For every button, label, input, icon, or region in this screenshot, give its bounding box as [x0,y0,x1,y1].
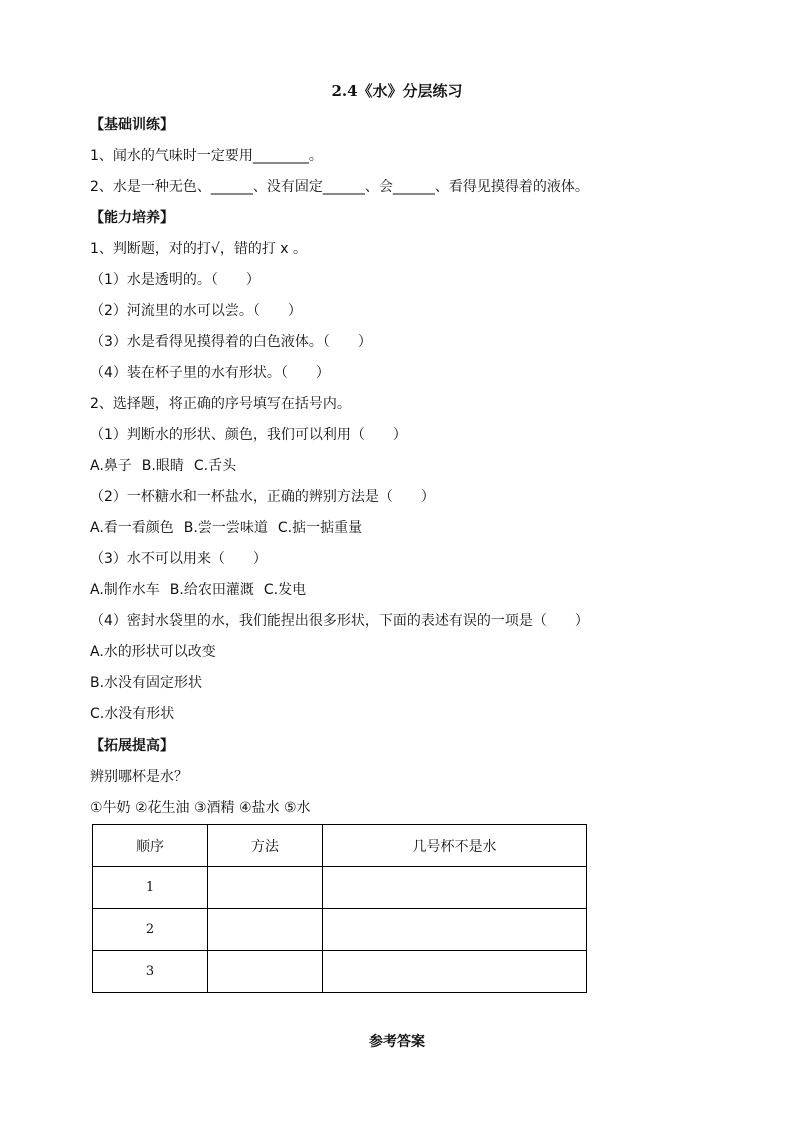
table-header-method: 方法 [208,825,323,867]
table-row-number: 2 [93,909,208,951]
table-cell-cup[interactable] [323,867,587,909]
basic-question-1: 1、闻水的气味时一定要用________。 [90,148,323,164]
choice-q2-stem: （2）一杯糖水和一杯盐水，正确的辨别方法是（ ） [90,489,435,505]
page-title: 2.4《水》分层练习 [331,82,463,100]
choice-q4-option-c: C.水没有形状 [90,706,175,722]
choice-q1-option-b: B.眼睛 [141,458,184,474]
choice-q2-option-c: C.掂一掂重量 [277,520,363,536]
choice-q1-option-a: A.鼻子 [90,458,132,474]
table-header-order: 顺序 [93,825,208,867]
identification-table [92,824,587,993]
table-cell-method[interactable] [208,951,323,993]
choice-q4-stem: （4）密封水袋里的水，我们能捏出很多形状，下面的表述有误的一项是（ ） [90,613,589,629]
choice-q3-option-a: A.制作水车 [90,582,160,598]
choice-q3-option-b: B.给农田灌溉 [169,582,254,598]
judge-instruction: 1、判断题，对的打√，错的打 x 。 [90,241,308,257]
choice-q3-options [90,580,316,600]
choice-q2-options [90,518,372,538]
table-row [93,951,587,993]
choice-q3-option-c: C.发电 [263,582,307,598]
basic-question-2: 2、水是一种无色、______、没有固定______、会______、看得见摸得着的液体。 [90,179,589,195]
extend-cup-list: ①牛奶 ②花生油 ③酒精 ④盐水 ⑤水 [90,800,311,816]
choice-q2-option-a: A.看一看颜色 [90,520,174,536]
table-row [93,909,587,951]
section-ability-heading: 【能力培养】 [90,210,174,226]
judge-item-3: （3）水是看得见摸得着的白色液体。（ ） [90,334,372,350]
choice-q2-option-b: B.尝一尝味道 [183,520,268,536]
table-row [93,867,587,909]
choice-q1-stem: （1）判断水的形状、颜色，我们可以利用（ ） [90,427,407,443]
choice-q3-stem: （3）水不可以用来（ ） [90,551,267,567]
table-row-number: 3 [93,951,208,993]
answer-heading: 参考答案 [369,1034,425,1050]
judge-item-4: （4）装在杯子里的水有形状。（ ） [90,365,330,381]
section-basic-heading: 【基础训练】 [90,117,174,133]
choice-q4-option-a: A.水的形状可以改变 [90,644,216,660]
table-cell-cup[interactable] [323,909,587,951]
choice-q4-option-b: B.水没有固定形状 [90,675,203,691]
extend-question: 辨别哪杯是水？ [90,769,188,785]
choice-instruction: 2、选择题，将正确的序号填写在括号内。 [90,396,351,412]
table-header-cup: 几号杯不是水 [323,825,587,867]
section-extend-heading: 【拓展提高】 [90,738,174,754]
table-cell-cup[interactable] [323,951,587,993]
choice-q1-option-c: C.舌头 [193,458,237,474]
judge-item-1: （1）水是透明的。（ ） [90,272,260,288]
table-header-row [93,825,587,867]
choice-q1-options [90,456,246,476]
table-row-number: 1 [93,867,208,909]
judge-item-2: （2）河流里的水可以尝。（ ） [90,303,302,319]
table-cell-method[interactable] [208,909,323,951]
table-cell-method[interactable] [208,867,323,909]
